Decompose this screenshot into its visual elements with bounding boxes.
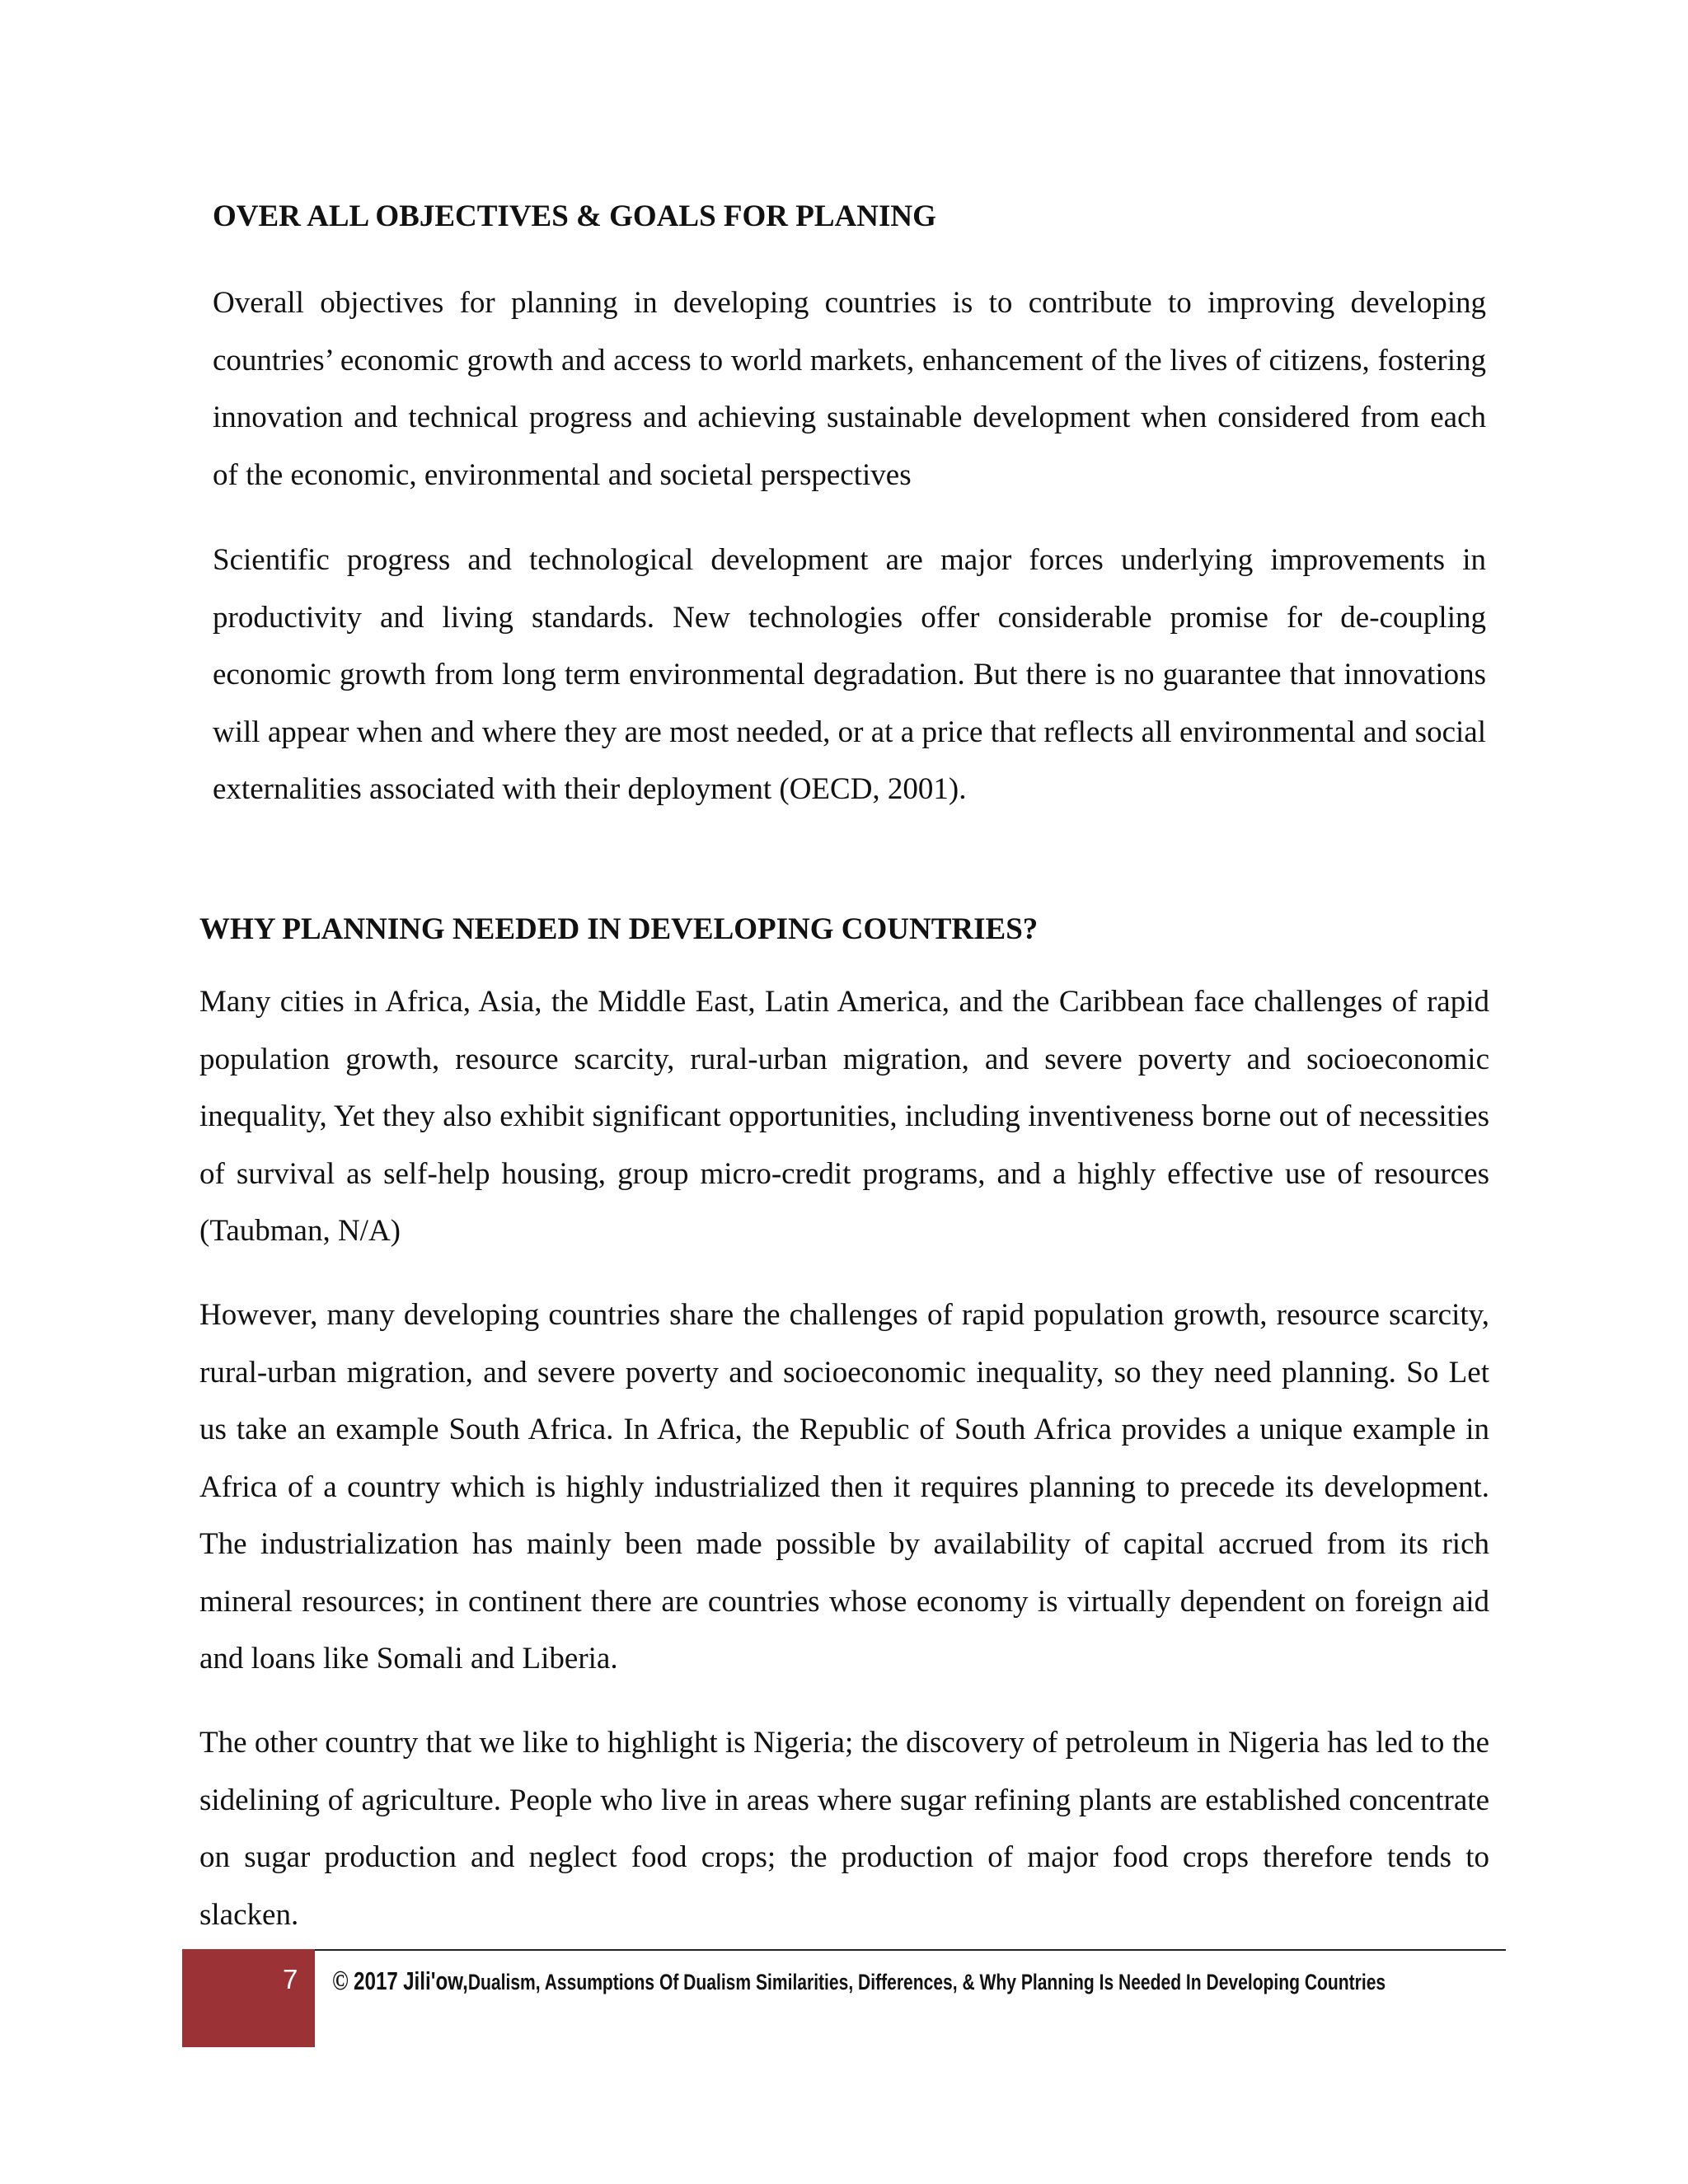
copyright-symbol: © [332, 1966, 349, 1996]
paragraph-nigeria: The other country that we like to highlight is Nigeria; the discovery of petroleum in Nigeria has led to the sidelining of agriculture. People who live in areas where sugar refining plants are established concentrate on sugar production and neglect food crops; the production of major food crops therefore tends to slacken. [199, 1726, 1489, 1932]
paragraph-many-cities: Many cities in Africa, Asia, the Middle East, Latin America, and the Caribbean face challenges of rapid population growth, resource scarcity, rural-urban migration, and severe poverty and socioeconomic inequality, Yet they also exhibit significant opportunities, including inventiveness borne out of necessities of survival as self-help housing, group micro-credit programs, and a highly effective use of resources (Taubman, N/A) [199, 985, 1489, 1248]
paragraph-scientific-progress: Scientific progress and technological development are major forces underlying improvements in productivity and living standards. New technologies offer considerable promise for de-coupling economic growth from long term environmental degradation. But there is no guarantee that innovations will appear when and where they are most needed, or at a price that reflects all environmental and social externalities associated with their deployment (OECD, 2001). [213, 543, 1486, 806]
footer-copyright [332, 1966, 1386, 1997]
footer-rule [315, 1949, 1506, 1951]
section-heading-why-planning: WHY PLANNING NEEDED IN DEVELOPING COUNTRIES? [199, 912, 1039, 946]
page-number: 7 [283, 1964, 298, 1994]
paragraph-objectives: Overall objectives for planning in developing countries is to contribute to improving developing countries’ economic growth and access to world markets, enhancement of the lives of citizens, fostering innovation and technical progress and achieving sustainable development when considered from each of the economic, environmental and societal perspectives [213, 286, 1486, 492]
footer-author: Jili'ow, [403, 1966, 468, 1995]
paragraph-south-africa: However, many developing countries share the challenges of rapid population growth, resource scarcity, rural-urban migration, and severe poverty and socioeconomic inequality, so they need planning. So Let us take an example South Africa. In Africa, the Republic of South Africa provides a unique example in Africa of a country which is highly industrialized then it requires planning to precede its development. The industrialization has mainly been made possible by availability of capital accrued from its rich mineral resources; in continent there are countries whose economy is virtually dependent on foreign aid and loans like Somali and Liberia. [199, 1298, 1489, 1675]
footer-year: 2017 [354, 1966, 398, 1995]
section-heading-objectives: OVER ALL OBJECTIVES & GOALS FOR PLANING [213, 199, 936, 233]
footer-title: Dualism, Assumptions Of Dualism Similarities, Differences, & Why Planning Is Needed In Developing Countries [467, 1970, 1386, 1994]
